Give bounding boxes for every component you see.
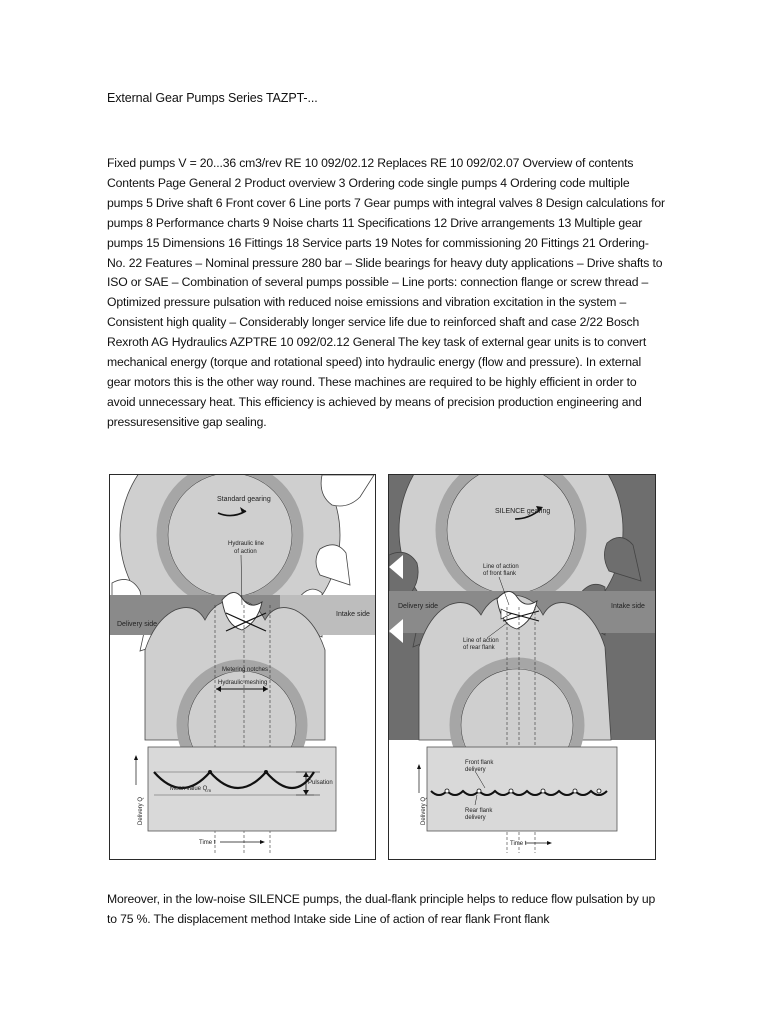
hydraulic-meshing-label: Hydraulic meshing — [218, 680, 268, 686]
silence-gearing-label: SILENCE gearing — [495, 508, 551, 515]
silence-gearing-diagram — [389, 475, 655, 859]
y-axis-label: Delivery Q — [421, 796, 427, 825]
standard-gearing-diagram — [110, 475, 375, 859]
hydraulic-line-label-2: of action — [234, 549, 257, 555]
silence-gearing-figure — [388, 474, 656, 860]
delivery-plot — [427, 747, 617, 831]
x-axis-label: Time t — [510, 841, 527, 847]
rear-line-label-2: of rear flank — [463, 645, 495, 651]
closing-paragraph: Moreover, in the low-noise SILENCE pumps, the dual-flank principle helps to reduce flow pulsation by up to 75 %. The displacement method Intake side Line of action of rear flank Front flank — [107, 892, 656, 926]
front-flank-delivery-label-2: delivery — [465, 767, 486, 773]
rear-line-label: Line of action — [463, 638, 499, 644]
delivery-side-label: Delivery side — [117, 621, 158, 628]
x-axis-label: Time t — [199, 840, 216, 846]
delivery-side-label: Delivery side — [398, 603, 439, 610]
front-flank-delivery-label: Front flank — [465, 760, 494, 766]
standard-gearing-figure — [109, 474, 376, 860]
front-line-label-2: of front flank — [483, 571, 517, 577]
intake-side-label: Intake side — [336, 611, 370, 618]
mean-value-label: Mean value $Q_m$ — [170, 786, 212, 793]
front-line-label: Line of action — [483, 564, 519, 570]
pulsation-label: Pulsation — [308, 780, 333, 786]
page-title: External Gear Pumps Series TAZPT-... — [107, 91, 318, 105]
metering-notches-label: Metering notches — [222, 667, 269, 673]
rear-flank-delivery-label-2: delivery — [465, 815, 486, 821]
standard-gearing-label: Standard gearing — [217, 496, 271, 503]
y-axis-label: Delivery Q — [138, 796, 144, 825]
hydraulic-line-label: Hydraulic line — [228, 541, 265, 547]
body-paragraph: Fixed pumps V = 20...36 cm3/rev RE 10 092/02.12 Replaces RE 10 092/02.07 Overview of contents Contents Page General 2 Product overview 3 Ordering code single pumps 4 Ordering code multiple pumps 5 Drive shaft 6 Front cover 6 Line ports 7 Gear pumps with integral valves 8 Design calculations for pumps 8 Performance charts 9 Noise charts 11 Specifications 12 Drive arrangements 13 Multiple gear pumps 15 Dimensions 16 Fittings 18 Service parts 19 Notes for commissioning 20 Fittings 21 Ordering- No. 22 Features – Nominal pressure 280 bar – Slide bearings for heavy duty applications – Drive shafts to ISO or SAE – Combination of several pumps possible – Line ports: connection flange or screw thread – Optimized pressure pulsation with reduced noise emissions and vibration excitation in the system – Consistent high quality – Considerably longer service life due to reinforced shaft and case 2/22 Bosch Rexroth AG Hydraulics AZPTRE 10 092/02.12 General The key task of external gear units is to convert mechanical energy (torque and rotational speed) into hydraulic energy (flow and pressure). In external gear motors this is the other way round. These machines are required to be highly efficient in order to avoid unnecessary heat. This efficiency is achieved by means of precision production engineering and pressuresensitive gap sealing. — [107, 156, 665, 429]
intake-side-label: Intake side — [611, 603, 645, 610]
rear-flank-delivery-label: Rear flank — [465, 808, 493, 814]
